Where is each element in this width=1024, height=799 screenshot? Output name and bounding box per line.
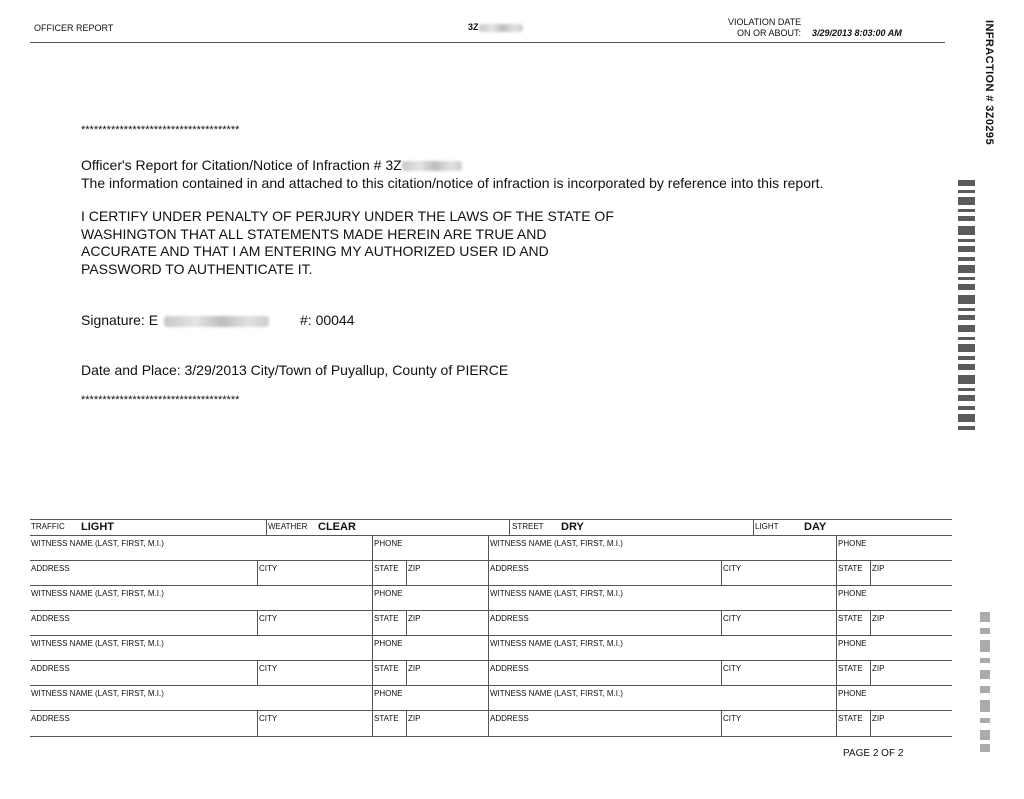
street-value: DRY xyxy=(561,521,584,533)
divider xyxy=(753,519,754,535)
violation-date-value: 3/29/2013 8:03:00 AM xyxy=(812,28,902,38)
header-divider xyxy=(30,42,945,43)
phone-label: PHONE xyxy=(838,539,867,548)
state-label: STATE xyxy=(838,714,863,723)
state-label: STATE xyxy=(838,564,863,573)
incorporation-statement: The information contained in and attached to this citation/notice of infraction is incorporated by reference into this report. xyxy=(81,175,824,191)
column-divider xyxy=(406,560,407,585)
column-divider xyxy=(406,610,407,635)
phone-label: PHONE xyxy=(374,689,403,698)
row-divider xyxy=(30,685,952,686)
traffic-label: TRAFFIC xyxy=(31,522,65,531)
infraction-number-vertical: INFRACTION # 3Z0295 xyxy=(983,20,995,145)
certification-line-4: PASSWORD TO AUTHENTICATE IT. xyxy=(81,261,313,277)
witness-name-label: WITNESS NAME (LAST, FIRST, M.I.) xyxy=(490,689,623,698)
phone-label: PHONE xyxy=(374,639,403,648)
weather-value: CLEAR xyxy=(318,521,356,533)
divider xyxy=(509,519,510,535)
page-number: PAGE 2 OF 2 xyxy=(843,748,904,759)
report-title xyxy=(81,156,462,174)
column-divider xyxy=(257,610,258,635)
state-label: STATE xyxy=(838,664,863,673)
column-divider xyxy=(257,560,258,585)
address-label: ADDRESS xyxy=(490,714,529,723)
city-label: CITY xyxy=(259,614,278,623)
signature-label: Signature: E xyxy=(81,312,159,328)
redaction xyxy=(479,24,523,32)
zip-label: ZIP xyxy=(872,714,885,723)
barcode xyxy=(958,180,975,430)
witness-name-label: WITNESS NAME (LAST, FIRST, M.I.) xyxy=(490,639,623,648)
officer-number: #: 00044 xyxy=(300,312,355,328)
column-divider xyxy=(721,560,722,585)
phone-label: PHONE xyxy=(374,539,403,548)
phone-label: PHONE xyxy=(838,689,867,698)
phone-label: PHONE xyxy=(838,639,867,648)
barcode-lower xyxy=(980,612,990,752)
star-separator-top: ************************************* xyxy=(81,124,240,136)
address-label: ADDRESS xyxy=(490,564,529,573)
signature-line xyxy=(81,311,269,329)
certification-line-2: WASHINGTON THAT ALL STATEMENTS MADE HEREIN ARE TRUE AND xyxy=(81,226,547,242)
zip-label: ZIP xyxy=(408,564,421,573)
conditions-bottom-border xyxy=(30,535,952,536)
zip-label: ZIP xyxy=(408,714,421,723)
star-separator-bottom: ************************************* xyxy=(81,394,240,406)
address-label: ADDRESS xyxy=(490,664,529,673)
column-divider xyxy=(870,710,871,736)
state-label: STATE xyxy=(838,614,863,623)
phone-label: PHONE xyxy=(838,589,867,598)
state-label: STATE xyxy=(374,714,399,723)
light-label: LIGHT xyxy=(755,522,779,531)
column-divider xyxy=(870,560,871,585)
state-label: STATE xyxy=(374,664,399,673)
light-value: DAY xyxy=(804,521,827,533)
address-label: ADDRESS xyxy=(31,614,70,623)
phone-label: PHONE xyxy=(374,589,403,598)
column-divider xyxy=(406,660,407,685)
witness-name-label: WITNESS NAME (LAST, FIRST, M.I.) xyxy=(490,589,623,598)
column-divider xyxy=(721,610,722,635)
redaction xyxy=(164,316,269,327)
document-type: OFFICER REPORT xyxy=(34,23,114,33)
date-and-place: Date and Place: 3/29/2013 City/Town of Puyallup, County of PIERCE xyxy=(81,362,509,378)
city-label: CITY xyxy=(259,564,278,573)
row-divider xyxy=(30,635,952,636)
street-label: STREET xyxy=(512,522,544,531)
witness-name-label: WITNESS NAME (LAST, FIRST, M.I.) xyxy=(31,689,164,698)
city-label: CITY xyxy=(723,614,742,623)
row-divider xyxy=(30,610,952,611)
row-divider xyxy=(30,585,952,586)
certification-line-1: I CERTIFY UNDER PENALTY OF PERJURY UNDER THE LAWS OF THE STATE OF xyxy=(81,208,614,224)
zip-label: ZIP xyxy=(408,664,421,673)
citation-number-header xyxy=(468,22,523,32)
on-or-about-label: ON OR ABOUT: xyxy=(737,28,802,38)
city-label: CITY xyxy=(723,664,742,673)
witness-name-label: WITNESS NAME (LAST, FIRST, M.I.) xyxy=(31,539,164,548)
city-label: CITY xyxy=(723,714,742,723)
column-divider xyxy=(721,710,722,736)
zip-label: ZIP xyxy=(872,664,885,673)
column-divider xyxy=(488,535,489,736)
column-divider xyxy=(870,610,871,635)
citation-prefix: 3Z xyxy=(468,22,479,32)
zip-label: ZIP xyxy=(408,614,421,623)
city-label: CITY xyxy=(259,714,278,723)
column-divider xyxy=(836,535,837,736)
column-divider xyxy=(406,710,407,736)
city-label: CITY xyxy=(259,664,278,673)
address-label: ADDRESS xyxy=(490,614,529,623)
column-divider xyxy=(870,660,871,685)
witness-name-label: WITNESS NAME (LAST, FIRST, M.I.) xyxy=(31,589,164,598)
conditions-top-border xyxy=(30,519,952,520)
address-label: ADDRESS xyxy=(31,564,70,573)
state-label: STATE xyxy=(374,564,399,573)
table-bottom-border xyxy=(30,736,952,737)
row-divider xyxy=(30,710,952,711)
weather-label: WEATHER xyxy=(268,522,308,531)
report-title-prefix: Officer's Report for Citation/Notice of Infraction # 3Z xyxy=(81,157,402,173)
column-divider xyxy=(721,660,722,685)
address-label: ADDRESS xyxy=(31,714,70,723)
violation-date-label: VIOLATION DATE xyxy=(728,17,802,27)
column-divider xyxy=(257,710,258,736)
witness-name-label: WITNESS NAME (LAST, FIRST, M.I.) xyxy=(490,539,623,548)
row-divider xyxy=(30,560,952,561)
state-label: STATE xyxy=(374,614,399,623)
row-divider xyxy=(30,660,952,661)
column-divider xyxy=(257,660,258,685)
witness-name-label: WITNESS NAME (LAST, FIRST, M.I.) xyxy=(31,639,164,648)
zip-label: ZIP xyxy=(872,614,885,623)
divider xyxy=(266,519,267,535)
city-label: CITY xyxy=(723,564,742,573)
column-divider xyxy=(372,535,373,736)
address-label: ADDRESS xyxy=(31,664,70,673)
traffic-value: LIGHT xyxy=(81,521,114,533)
zip-label: ZIP xyxy=(872,564,885,573)
certification-line-3: ACCURATE AND THAT I AM ENTERING MY AUTHORIZED USER ID AND xyxy=(81,243,549,259)
redaction xyxy=(402,161,462,171)
